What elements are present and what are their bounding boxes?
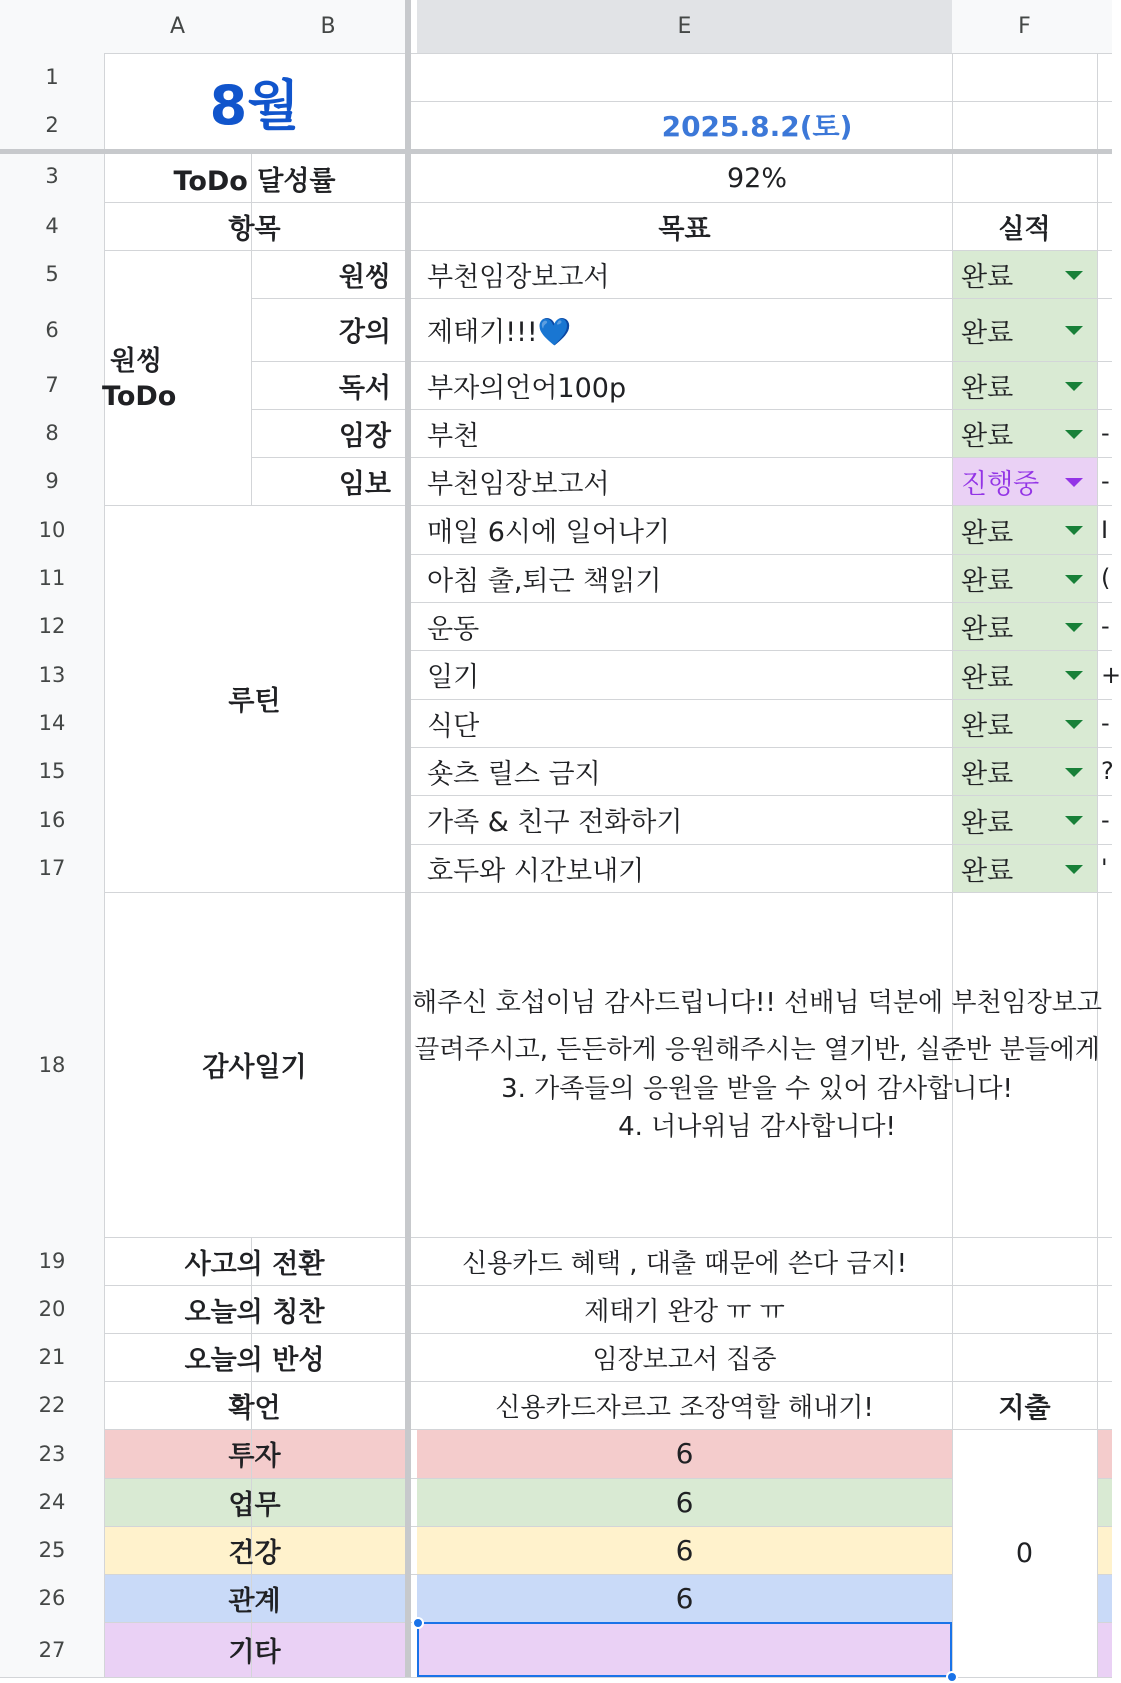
task-goal[interactable]: 부천임장보고서 (427, 261, 610, 293)
gratitude-label[interactable]: 감사일기 (202, 1052, 307, 1083)
task-category[interactable]: 원씽 (338, 261, 391, 293)
task-status-dropdown[interactable] (953, 410, 1097, 457)
score-fill (1097, 1574, 1112, 1622)
score-value[interactable]: 6 (675, 1581, 694, 1615)
gratitude-line: 끌려주시고, 든든하게 응원해주시는 열기반, 실준반 분들에게 (414, 1035, 1100, 1065)
gratitude-text[interactable] (411, 893, 1103, 1237)
row-header[interactable]: 5 (0, 250, 104, 298)
row-header[interactable]: 3 (0, 149, 104, 202)
task-status-dropdown[interactable] (953, 506, 1097, 554)
dropdown-arrow-icon[interactable] (1065, 623, 1083, 632)
group-onething-line1: 원씽 (110, 345, 163, 377)
group-onething-line2: ToDo (102, 380, 177, 412)
row-header[interactable]: 14 (0, 699, 104, 747)
row-header[interactable]: 27 (0, 1622, 104, 1677)
dropdown-arrow-icon[interactable] (1065, 430, 1083, 439)
row-header[interactable]: 4 (0, 202, 104, 250)
row-header[interactable]: 6 (0, 298, 104, 361)
row-header[interactable]: 18 (0, 892, 104, 1237)
row-header[interactable]: 2 (0, 101, 104, 149)
dropdown-arrow-icon[interactable] (1065, 382, 1083, 391)
task-status-dropdown[interactable] (953, 555, 1097, 602)
task-category[interactable]: 독서 (338, 372, 391, 404)
clipped-cell-text: - (1101, 419, 1110, 447)
clipped-cell-text: - (1101, 467, 1110, 495)
task-status-label: 완료 (961, 856, 1014, 887)
achievement-value[interactable]: 92% (726, 162, 787, 194)
task-category[interactable]: 강의 (338, 317, 391, 348)
column-header-e[interactable]: E (417, 0, 952, 53)
task-goal[interactable]: 식단 (427, 710, 480, 742)
reflection-label[interactable]: 사고의 전환 (184, 1248, 325, 1280)
score-fill (1097, 1526, 1112, 1574)
task-status-label: 완료 (961, 317, 1014, 349)
task-status-dropdown[interactable] (953, 458, 1097, 505)
reflection-value[interactable]: 임장보고서 집중 (592, 1344, 777, 1375)
frozen-column-divider[interactable] (405, 0, 411, 1677)
reflection-value[interactable]: 제태기 완강 ㅠ ㅠ (584, 1296, 785, 1327)
column-header-b[interactable]: B (251, 0, 405, 53)
corner-cell[interactable] (0, 0, 104, 53)
clipped-cell-text: I (1101, 515, 1109, 544)
gratitude-line: 4. 너나위님 감사합니다! (618, 1112, 896, 1142)
clipped-cell-text: ? (1101, 757, 1114, 785)
result-header[interactable]: 실적 (998, 213, 1051, 245)
task-status-label: 완료 (961, 421, 1014, 452)
dropdown-arrow-icon[interactable] (1065, 271, 1083, 280)
task-status-dropdown[interactable] (953, 603, 1097, 650)
score-label[interactable]: 관계 (228, 1585, 281, 1617)
task-goal[interactable]: 호두와 시간보내기 (427, 855, 645, 887)
reflection-value[interactable]: 신용카드 혜택 , 대출 때문에 쓴다 금지! (461, 1248, 908, 1279)
task-goal[interactable]: 아침 출,퇴근 책읽기 (427, 565, 662, 597)
score-fill (1097, 1478, 1112, 1526)
row-header[interactable]: 13 (0, 650, 104, 699)
dropdown-arrow-icon[interactable] (1065, 478, 1083, 487)
row-header[interactable]: 23 (0, 1429, 104, 1478)
selection-handle-top[interactable] (412, 1617, 424, 1629)
task-status-label: 완료 (961, 373, 1014, 404)
dropdown-arrow-icon[interactable] (1065, 671, 1083, 680)
column-header-a[interactable]: A (104, 0, 251, 53)
column-header-g[interactable] (1097, 0, 1112, 53)
dropdown-arrow-icon[interactable] (1065, 768, 1083, 777)
task-goal[interactable]: 매일 6시에 일어나기 (427, 517, 670, 548)
row-header[interactable]: 24 (0, 1478, 104, 1526)
score-label[interactable]: 기타 (228, 1637, 281, 1668)
score-value[interactable]: 6 (675, 1485, 694, 1519)
clipped-cell-text: - (1101, 805, 1110, 834)
column-header-f[interactable]: F (952, 0, 1097, 53)
month-title[interactable]: 8월 (209, 73, 300, 137)
task-status-label: 완료 (961, 262, 1014, 293)
score-label[interactable]: 건강 (228, 1537, 281, 1569)
item-header[interactable]: 항목 (228, 213, 281, 245)
col-gridline (1097, 0, 1098, 1677)
expense-label[interactable]: 지출 (998, 1392, 1051, 1424)
frozen-row-divider[interactable] (0, 149, 1112, 154)
row-header[interactable]: 10 (0, 505, 104, 554)
task-status-label: 완료 (961, 711, 1014, 742)
row-header[interactable]: 9 (0, 457, 104, 505)
dropdown-arrow-icon[interactable] (1065, 865, 1083, 874)
task-category[interactable]: 임장 (338, 420, 391, 452)
row-header[interactable]: 26 (0, 1574, 104, 1622)
clipped-cell-text: ' (1101, 854, 1108, 882)
clipped-cell-text: ( (1101, 564, 1111, 592)
row-header[interactable]: 22 (0, 1381, 104, 1429)
reflection-label[interactable]: 오늘의 칭찬 (184, 1296, 325, 1328)
row-header[interactable]: 20 (0, 1285, 104, 1333)
score-value[interactable]: 6 (675, 1533, 694, 1567)
score-label[interactable]: 업무 (228, 1489, 281, 1521)
reflection-label[interactable]: 확언 (228, 1392, 281, 1424)
score-label[interactable]: 투자 (228, 1441, 281, 1472)
task-goal[interactable]: 숏츠 릴스 금지 (427, 758, 601, 790)
dropdown-arrow-icon[interactable] (1065, 720, 1083, 729)
score-fill (1097, 1622, 1112, 1677)
task-status-label: 완료 (961, 566, 1014, 597)
task-status-label: 완료 (961, 662, 1014, 694)
dropdown-arrow-icon[interactable] (1065, 575, 1083, 584)
task-goal[interactable]: 가족 & 친구 전화하기 (427, 807, 683, 838)
task-status-label: 완료 (961, 614, 1014, 645)
task-category[interactable]: 임보 (338, 468, 391, 500)
task-goal[interactable]: 운동 (427, 613, 480, 645)
task-goal[interactable]: 부자의언어100p (427, 372, 627, 404)
row-header[interactable]: 25 (0, 1526, 104, 1574)
achievement-label[interactable]: ToDo 달성률 (173, 165, 336, 197)
task-status-label: 진행중 (961, 469, 1040, 500)
clipped-cell-text: - (1101, 612, 1110, 640)
row-header[interactable]: 16 (0, 795, 104, 844)
task-goal[interactable]: 부천 (427, 420, 480, 452)
task-goal[interactable]: 제태기!!!💙 (427, 317, 572, 348)
score-value[interactable]: 6 (675, 1437, 694, 1470)
dropdown-arrow-icon[interactable] (1065, 526, 1083, 535)
row-header[interactable]: 7 (0, 361, 104, 409)
row-header[interactable]: 19 (0, 1237, 104, 1285)
goal-header[interactable]: 목표 (658, 213, 711, 245)
task-status-label: 완료 (961, 517, 1014, 549)
task-status-dropdown[interactable] (953, 700, 1097, 747)
selection-handle-bottom[interactable] (946, 1671, 958, 1683)
task-status-dropdown[interactable] (953, 796, 1097, 844)
row-header[interactable]: 17 (0, 844, 104, 892)
row-header[interactable]: 21 (0, 1333, 104, 1381)
task-status-dropdown[interactable] (953, 845, 1097, 892)
task-goal[interactable]: 일기 (427, 662, 480, 693)
score-fill (1097, 1429, 1112, 1478)
gratitude-line: 3. 가족들의 응원을 받을 수 있어 감사합니다! (501, 1074, 1013, 1104)
selected-cell-outline[interactable] (417, 1622, 952, 1677)
reflection-value[interactable]: 신용카드자르고 조장역할 해내기! (495, 1392, 874, 1423)
gratitude-line: 해주신 호섭이님 감사드립니다!! 선배님 덕분에 부천임장보고 (411, 988, 1103, 1018)
expense-value[interactable]: 0 (1015, 1537, 1034, 1569)
row-header[interactable]: 12 (0, 602, 104, 650)
task-status-dropdown[interactable] (953, 299, 1097, 361)
task-status-label: 완료 (961, 807, 1014, 839)
task-status-dropdown[interactable] (953, 651, 1097, 699)
task-status-dropdown[interactable] (953, 362, 1097, 409)
date-cell[interactable]: 2025.8.2(토) (661, 110, 853, 143)
task-status-dropdown[interactable] (953, 748, 1097, 795)
clipped-cell-text: + (1101, 660, 1121, 689)
task-status-dropdown[interactable] (953, 251, 1097, 298)
task-status-label: 완료 (961, 759, 1014, 790)
row-header[interactable]: 8 (0, 409, 104, 457)
row-header[interactable]: 11 (0, 554, 104, 602)
task-goal[interactable]: 부천임장보고서 (427, 468, 610, 500)
reflection-label[interactable]: 오늘의 반성 (184, 1344, 325, 1376)
row-header[interactable]: 15 (0, 747, 104, 795)
dropdown-arrow-icon[interactable] (1065, 326, 1083, 335)
group-routine[interactable]: 루틴 (228, 686, 281, 717)
dropdown-arrow-icon[interactable] (1065, 816, 1083, 825)
row-header[interactable]: 1 (0, 53, 104, 101)
clipped-cell-text: - (1101, 709, 1110, 737)
